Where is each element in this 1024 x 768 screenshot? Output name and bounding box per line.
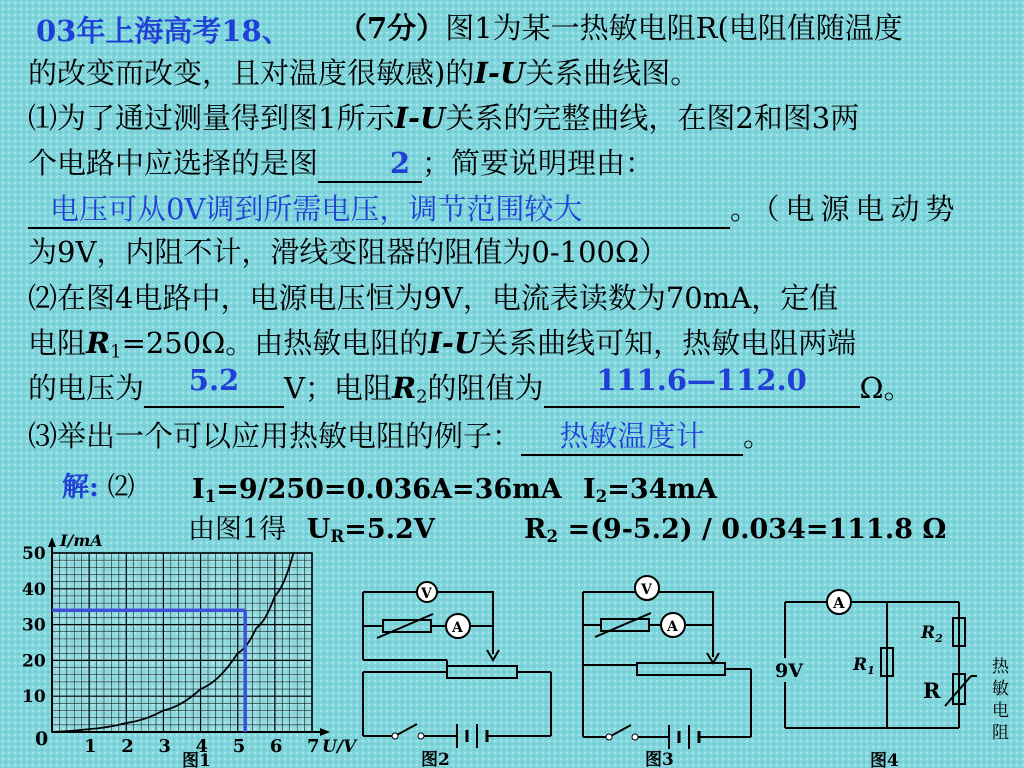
x-tick-label: 5	[232, 736, 246, 757]
eq2-rest: =34mA	[607, 474, 718, 505]
intro-line-1	[338, 10, 903, 46]
eq4-r: R	[524, 514, 547, 545]
fig4-source-label: 9V	[775, 660, 803, 682]
q1-line-3	[28, 191, 961, 229]
fig3-ammeter-label: A	[667, 619, 678, 635]
eq3-rest: =5.2V	[344, 514, 435, 545]
q2-iu: I-U	[428, 326, 480, 360]
intro-text-1: 图1为某一热敏电阻R(电阻值随温度	[445, 11, 903, 45]
q1-line-1	[28, 100, 859, 136]
q3-end: 。	[743, 419, 773, 453]
q2-text-2b: =250Ω。由热敏电阻的	[121, 326, 429, 360]
figure-4-caption: 图4	[870, 751, 899, 768]
origin-label: 0	[35, 728, 49, 750]
solution-eq-1	[192, 472, 562, 514]
q1-line-4	[28, 234, 668, 270]
answer-example: 热敏温度计	[559, 419, 705, 453]
q1-text-3b: 。（电源电动势	[730, 192, 961, 226]
answer-voltage: 5.2	[188, 363, 240, 397]
eq1-rest: =9/250=0.036A=36mA	[216, 474, 562, 505]
y-tick-label: 50	[22, 544, 46, 564]
chart-plot-area	[52, 553, 312, 732]
eq1-sub: 1	[204, 486, 217, 507]
solution-line-1	[62, 470, 135, 506]
y-tick-label: 10	[22, 687, 46, 708]
figure-3-caption: 图3	[645, 750, 674, 768]
solution-part: ⑵	[107, 472, 135, 503]
q1-text-1b: 关系的完整曲线，在图2和图3两	[445, 101, 860, 135]
x-axis-arrow	[320, 728, 330, 736]
q2-r1-sub: 1	[110, 341, 122, 363]
switch-icon	[606, 734, 612, 740]
q2-r1-symbol: R	[86, 326, 111, 360]
answer-figure: 2	[389, 146, 411, 180]
intro-line-2	[28, 55, 699, 91]
answer-blank-figure	[318, 145, 422, 183]
chart-grid	[52, 553, 312, 732]
fig4-r2-label: $R_2$	[921, 623, 943, 645]
y-axis-label: I/mA	[60, 531, 103, 550]
q1-text-2a: 个电路中应选择的是图	[28, 146, 319, 180]
x-tick-label: 7	[307, 736, 320, 757]
answer-blank-example	[521, 418, 743, 456]
y-axis-arrow	[48, 537, 56, 547]
q2-r2-sub: 2	[416, 386, 428, 408]
thermistor-name-char: 阻	[992, 723, 1009, 743]
intro-text-2b: 关系曲线图。	[525, 56, 700, 90]
figure-2-caption: 图2	[421, 750, 450, 768]
q3-text: ⑶举出一个可以应用热敏电阻的例子：	[28, 419, 522, 453]
answer-blank-resistance	[544, 363, 860, 408]
x-tick-label: 1	[84, 736, 97, 757]
y-tick-label: 30	[22, 615, 46, 636]
intro-text-2a: 的改变而改变，且对温度很敏感)的	[28, 56, 475, 90]
q2-line-3	[28, 363, 913, 415]
problem-header	[36, 13, 291, 49]
fig4-ammeter-label: A	[833, 594, 845, 612]
answer-reason: 电压可从0V调到所需电压，调节范围较大	[50, 192, 583, 226]
answer-blank-voltage	[144, 363, 284, 408]
solution-label: 解:	[62, 472, 99, 503]
switch-icon	[392, 733, 398, 739]
fig2-voltmeter-label: V	[421, 586, 432, 602]
q2-r2-symbol: R	[391, 371, 417, 405]
q1-line-2	[28, 145, 654, 183]
answer-blank-reason	[28, 191, 730, 229]
figure-4-circuit	[775, 580, 1024, 768]
eq2-i: I	[583, 474, 596, 505]
x-tick-label: 6	[269, 736, 283, 757]
q2-text-3d: Ω。	[859, 371, 913, 405]
figure-3-circuit	[575, 575, 775, 768]
eq3-u: U	[306, 514, 331, 545]
thermistor-name-char: 敏	[992, 679, 1009, 699]
q2-line-1	[28, 280, 838, 316]
eq4-sub: 2	[546, 526, 559, 547]
y-tick-label: 20	[22, 651, 46, 672]
eq2-sub: 2	[595, 486, 608, 507]
x-tick-label: 4	[195, 736, 209, 757]
thermistor-name-vertical	[992, 657, 1010, 743]
answer-resistance: 111.6—112.0	[596, 363, 807, 397]
solution-eq-4	[524, 512, 946, 554]
q1-text-1a: ⑴为了通过测量得到图1所示	[28, 101, 395, 135]
q1-text-2b: ；简要说明理由：	[422, 146, 655, 180]
q2-text-1: ⑵在图4电路中，电源电压恒为9V，电流表读数为70mA，定值	[28, 281, 839, 315]
q3-line-1	[28, 418, 772, 456]
x-axis-label: U/V	[322, 737, 357, 757]
q2-text-2a: 电阻	[28, 326, 87, 360]
eq4-rest: =(9-5.2) / 0.034=111.8 Ω	[558, 514, 947, 545]
fig3-voltmeter-label: V	[641, 582, 652, 598]
intro-iu: I-U	[474, 56, 526, 90]
q2-text-3c: 的阻值为	[427, 371, 544, 405]
problem-source: 03年上海高考18、	[36, 14, 291, 48]
q1-text-4: 为9V，内阻不计，滑线变阻器的阻值为0-100Ω）	[28, 235, 669, 269]
eq1-i: I	[192, 474, 205, 505]
q2-text-3a: 的电压为	[28, 371, 145, 405]
thermistor-name-char: 热	[992, 657, 1009, 677]
fig2-ammeter-label: A	[452, 620, 463, 636]
problem-points: （7分）	[338, 11, 446, 45]
fig4-r1-label: $R_1$	[853, 655, 875, 677]
q2-text-3b: V；电阻	[284, 371, 392, 405]
figure-1-chart	[0, 525, 370, 768]
q1-iu: I-U	[394, 101, 446, 135]
q2-text-2c: 关系曲线可知，热敏电阻两端	[479, 326, 857, 360]
figure-1-caption: 图1	[182, 751, 211, 768]
fig4-thermistor-label: R	[923, 678, 941, 703]
figure-2-circuit	[355, 580, 565, 768]
x-tick-label: 3	[158, 736, 171, 757]
y-tick-label: 40	[22, 579, 46, 600]
x-tick-label: 2	[121, 736, 134, 757]
eq3-text: 由图1得	[188, 514, 287, 545]
thermistor-name-char: 电	[992, 701, 1009, 721]
eq3-usub: R	[330, 526, 345, 547]
solution-eq-2	[583, 472, 717, 514]
